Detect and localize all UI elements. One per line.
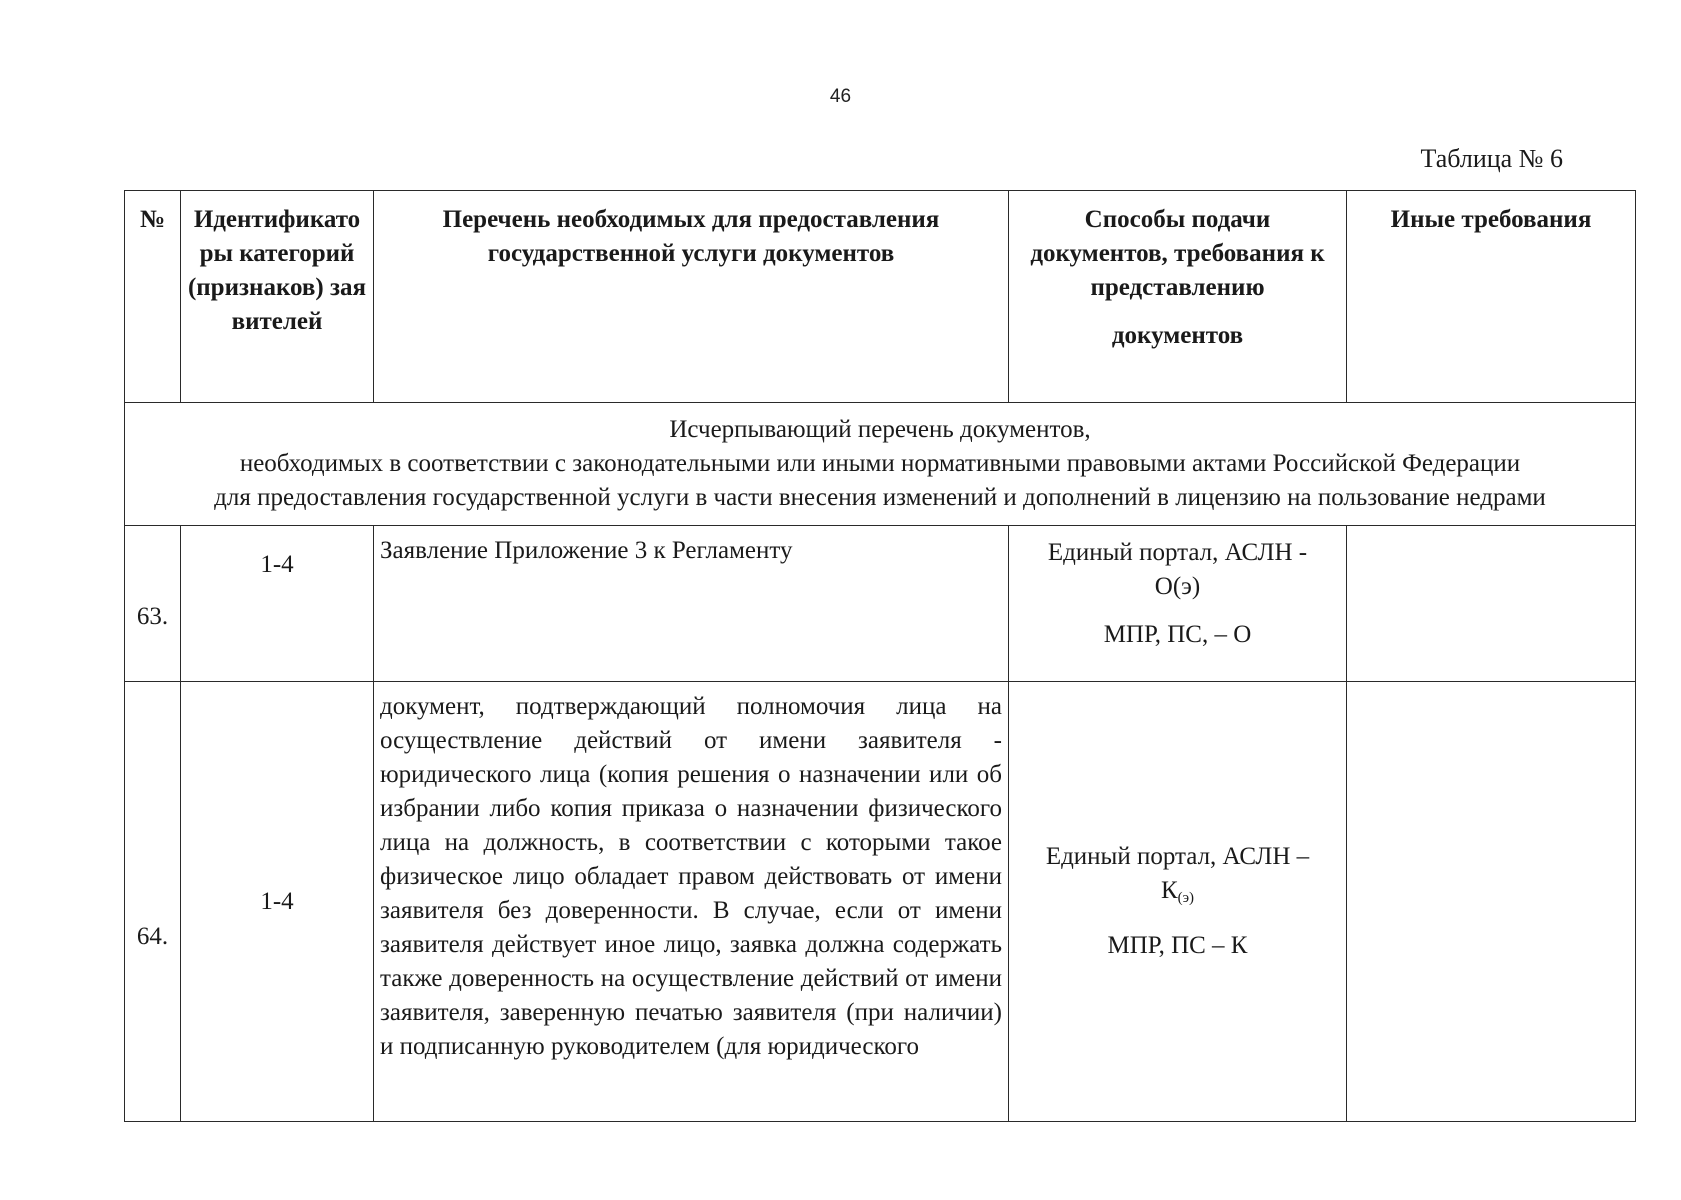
method-line-1: Единый портал, АСЛН – (1045, 843, 1310, 870)
table-header-row (125, 191, 1636, 403)
method-line-2: О(э) (1154, 573, 1201, 600)
method-line-1: Единый портал, АСЛН - (1047, 539, 1308, 566)
section-heading (125, 403, 1636, 526)
table-row (125, 682, 1636, 1122)
row-document: Заявление Приложение 3 к Регламенту (374, 526, 1009, 682)
requirements-table (124, 190, 1636, 1122)
row-document: документ, подтверждающий полномочия лица на осуществление действий от имени заявителя - юридического лица (копия решения о назначении или об избрании либо копия приказа о назначении физического лица на должность, в соответствии с которыми такое физическое лицо обладает правом действовать от имени заявителя без доверенности. В случае, если от имени заявителя действует иное лицо, заявка должна содержать также доверенность на осуществление действий от имени заявителя, заверенную печатью заявителя (при наличии) и подписанную руководителем (для юридического (374, 682, 1009, 1122)
section-line-1: Исчерпывающий перечень документов, (669, 416, 1091, 443)
header-no: № (125, 191, 181, 403)
section-line-3: для предоставления государственной услуги в части внесения изменений и дополнений в лицензию на пользование недрами (214, 484, 1546, 511)
method-line-3: МПР, ПС – К (1107, 932, 1248, 959)
row-other (1347, 526, 1636, 682)
row-identifiers: 1-4 (181, 526, 374, 682)
row-number: 64. (125, 682, 181, 1122)
header-other: Иные требования (1347, 191, 1636, 403)
table-row (125, 526, 1636, 682)
method-line-3: МПР, ПС, – О (1103, 621, 1252, 648)
row-number: 63. (125, 526, 181, 682)
section-heading-row (125, 403, 1636, 526)
header-documents: Перечень необходимых для предоставления государственной услуги документов (374, 191, 1009, 403)
header-identifiers: Идентификаторы категорий (признаков) заявителей (181, 191, 374, 403)
row-methods (1009, 682, 1347, 1122)
table-caption: Таблица № 6 (1420, 144, 1563, 173)
page-number: 46 (829, 86, 852, 107)
row-other (1347, 682, 1636, 1122)
row-methods (1009, 526, 1347, 682)
row-identifiers: 1-4 (181, 682, 374, 1122)
method-line-2: $К_{(э)}$ (1160, 877, 1195, 906)
section-line-2: необходимых в соответствии с законодательными или иными нормативными правовыми актами Российской Федерации (239, 450, 1521, 477)
header-methods: Способы подачи документов, требования к представлению документов (1009, 191, 1347, 403)
